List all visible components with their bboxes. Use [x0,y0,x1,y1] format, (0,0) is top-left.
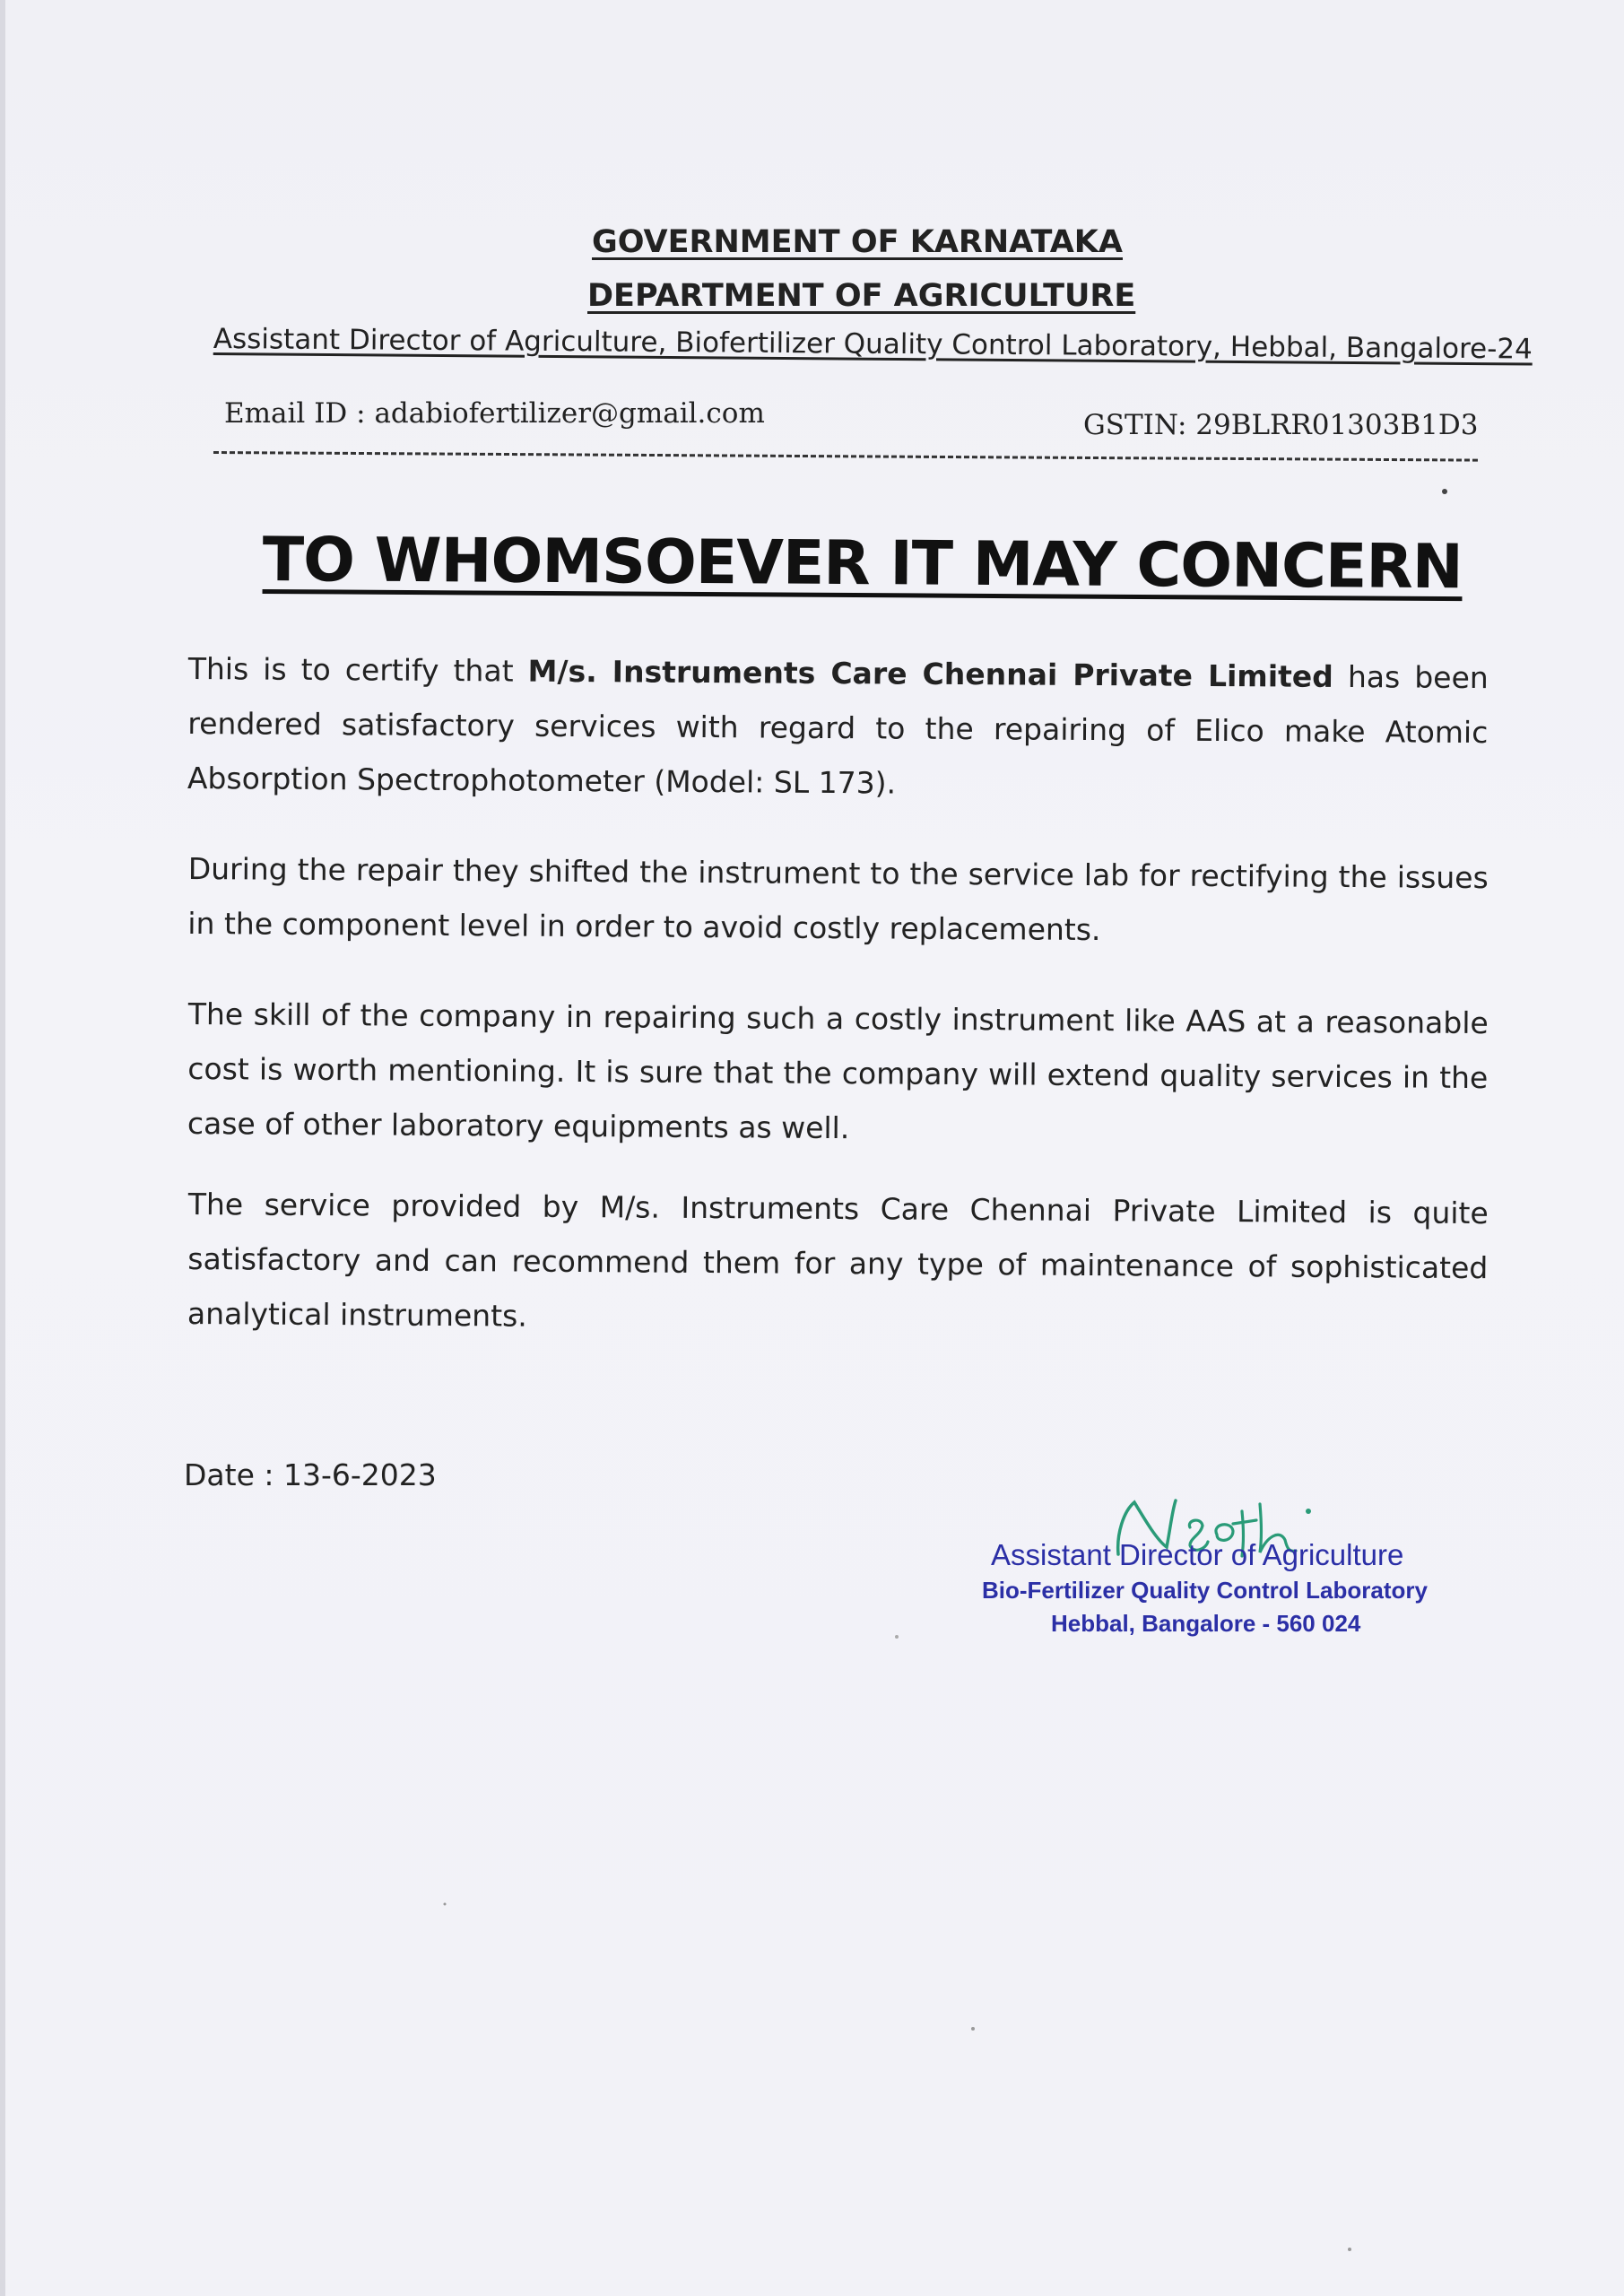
gstin-number: GSTIN: 29BLRR01303B1D3 [1083,409,1479,441]
page-edge [0,0,5,2296]
department-heading: DEPARTMENT OF AGRICULTURE [587,278,1136,314]
stamp-designation: Assistant Director of Agriculture [991,1538,1404,1571]
letter-date: Date : 13-6-2023 [184,1457,437,1492]
paragraph-certification [187,641,1489,814]
p1-prefix: This is to certify that [187,650,528,689]
paragraph-repair: During the repair they shifted the instrument to the service lab for rectifying the issues in the component level in order to avoid costly replacements. [187,850,1489,948]
p1-suffix: has been rendered satisfactory services with regard to the repairing of Elico make Atomic Absorption Spectrophotometer (Model: SL 173). [187,658,1489,801]
stamp-laboratory: Bio-Fertilizer Quality Control Laboratory [982,1577,1428,1604]
paragraph-recommendation: The service provided by M/s. Instruments Care Chennai Private Limited is quite satisfactory and can recommend them for any type of maintenance of sophisticated analytical instruments. [187,1186,1489,1334]
dashed-divider [213,451,1478,462]
letter-title: TO WHOMSOEVER IT MAY CONCERN [262,525,1463,604]
stamp-location: Hebbal, Bangalore - 560 024 [1051,1610,1361,1637]
paragraph-skill: The skill of the company in repairing such a costly instrument like AAS at a reasonable cost is worth mentioning. It is sure that the company will extend quality services in the case of other laboratory equipments as well. [187,996,1489,1146]
government-heading: GOVERNMENT OF KARNATAKA [592,224,1123,260]
company-name: M/s. Instruments Care Chennai Private Limited [527,653,1334,694]
email-id: Email ID : adabiofertilizer@gmail.com [224,397,765,430]
office-address: Assistant Director of Agriculture, Biofertilizer Quality Control Laboratory, Hebbal, Bangalore-24 [213,323,1533,366]
